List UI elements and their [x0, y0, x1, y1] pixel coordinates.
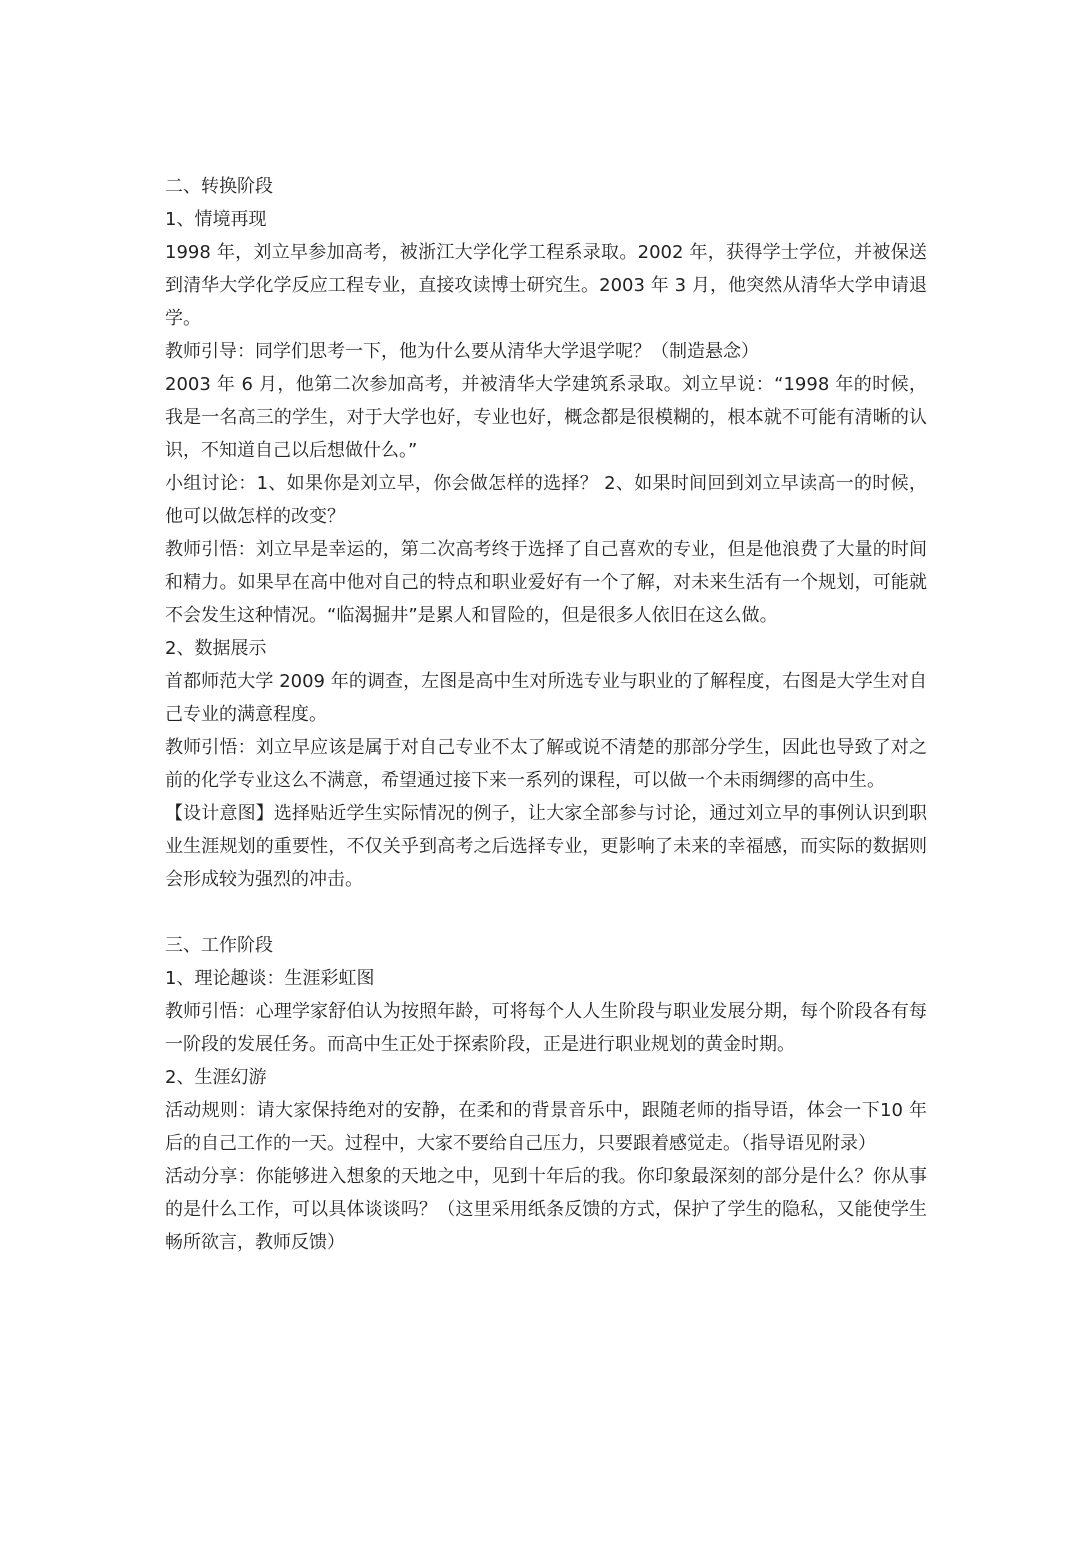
paragraph-teacher-prompt: 教师引导：同学们思考一下，他为什么要从清华大学退学呢？（制造悬念）: [165, 341, 759, 362]
document-body: [165, 170, 927, 1259]
subheading-theory: 1、理论趣谈：生涯彩虹图: [165, 968, 375, 989]
paragraph-second-exam: 2003 年 6 月，他第二次参加高考，并被清华大学建筑系录取。刘立早说：“1998 年的时候，我是一名高三的学生，对于大学也好，专业也好，概念都是很模糊的，根本就不可能有清晰的认识，不知道自己以后想做什么。”: [165, 374, 927, 461]
section-heading-work: 三、工作阶段: [165, 935, 273, 956]
subheading-data-display: 2、数据展示: [165, 638, 267, 659]
paragraph-activity-sharing: 活动分享：你能够进入想象的天地之中，见到十年后的我。你印象最深刻的部分是什么？你从事的是什么工作，可以具体谈谈吗？（这里采用纸条反馈的方式，保护了学生的隐私，又能使学生畅所欲言，教师反馈）: [165, 1166, 927, 1253]
paragraph-design-intent: 【设计意图】选择贴近学生实际情况的例子，让大家全部参与讨论，通过刘立早的事例认识到职业生涯规划的重要性，不仅关乎到高考之后选择专业，更影响了未来的幸福感，而实际的数据则会形成较为强烈的冲击。: [165, 803, 927, 890]
paragraph-teacher-insight-3: 教师引悟：心理学家舒伯认为按照年龄，可将每个人人生阶段与职业发展分期，每个阶段各有每一阶段的发展任务。而高中生正处于探索阶段，正是进行职业规划的黄金时期。: [165, 1001, 927, 1055]
paragraph-group-discussion: 小组讨论：1、如果你是刘立早，你会做怎样的选择？ 2、如果时间回到刘立早读高一的时候，他可以做怎样的改变？: [165, 473, 927, 527]
section-heading-transition: 二、转换阶段: [165, 176, 273, 197]
paragraph-teacher-insight-2: 教师引悟：刘立早应该是属于对自己专业不太了解或说不清楚的那部分学生，因此也导致了对之前的化学专业这么不满意，希望通过接下来一系列的课程，可以做一个未雨绸缪的高中生。: [165, 737, 927, 791]
subheading-fantasy: 2、生涯幻游: [165, 1067, 267, 1088]
paragraph-story: 1998 年，刘立早参加高考，被浙江大学化学工程系录取。2002 年，获得学士学位，并被保送到清华大学化学反应工程专业，直接攻读博士研究生。2003 年 3 月，他突然从清华大学申请退学。: [165, 242, 927, 329]
paragraph-activity-rules: 活动规则：请大家保持绝对的安静，在柔和的背景音乐中，跟随老师的指导语，体会一下10 年后的自己工作的一天。过程中，大家不要给自己压力，只要跟着感觉走。（指导语见附录）: [165, 1100, 927, 1154]
subheading-scenario: 1、情境再现: [165, 209, 267, 230]
section-spacer: [165, 896, 927, 929]
paragraph-teacher-insight-1: 教师引悟：刘立早是幸运的，第二次高考终于选择了自己喜欢的专业，但是他浪费了大量的时间和精力。如果早在高中他对自己的特点和职业爱好有一个了解，对未来生活有一个规划，可能就不会发生这种情况。“临渴掘井”是累人和冒险的，但是很多人依旧在这么做。: [165, 539, 927, 626]
paragraph-survey: 首都师范大学 2009 年的调查，左图是高中生对所选专业与职业的了解程度，右图是大学生对自己专业的满意程度。: [165, 671, 927, 725]
